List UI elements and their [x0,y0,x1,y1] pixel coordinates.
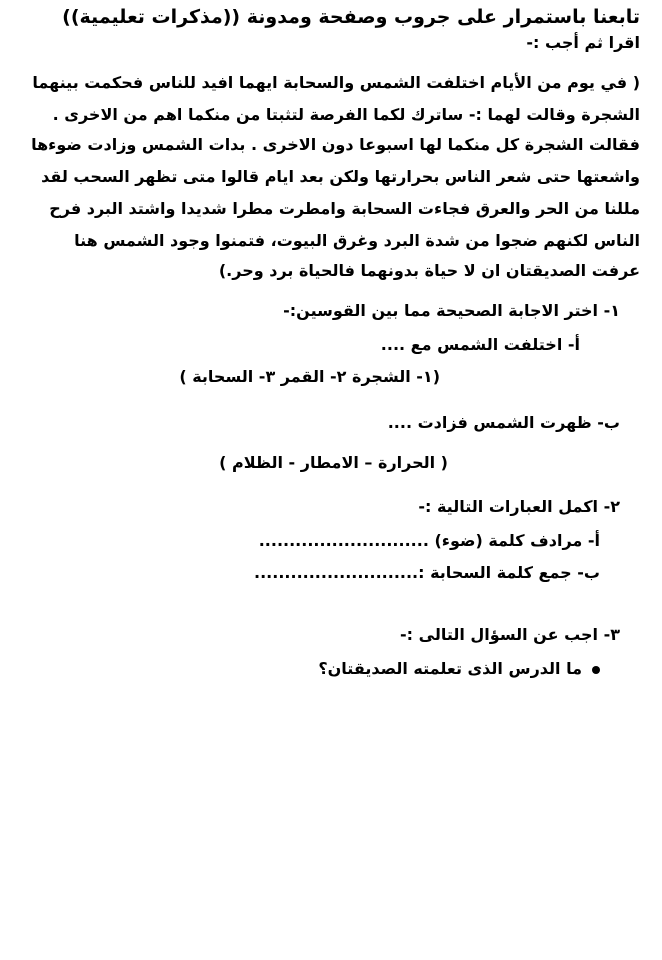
question-2a-text: أ- مرادف كلمة (ضوء) ............................ [258,531,600,550]
passage-line: واشعتها حتى شعر الناس بحرارتها ولكن بعد ايام قالوا متى تظهر السحب لقد [41,167,640,186]
bullet-icon [592,666,600,674]
question-1a-options: (١- الشجرة ٢- القمر ٣- السحابة ) [179,367,440,386]
passage-line: عرفت الصديقتان ان لا حياة بدونهما فالحياة برد وحر.) [218,261,640,280]
passage-line: مللنا من الحر والعرق فجاءت السحابة وامطرت مطرا شديدا واشتد البرد فرح [49,199,640,218]
question-1-heading: ١- اختر الاجابة الصحيحة مما بين القوسين:- [283,301,620,320]
question-3-bullet-item [318,658,600,680]
question-2b-text: ب- جمع كلمة السحابة :........................... [254,563,600,582]
passage-line: فقالت الشجرة كل منكما لها اسبوعا دون الاخرى . بدات الشمس وزادت ضوءها [31,135,640,154]
question-3-heading: ٣- اجب عن السؤال التالى :- [400,625,620,644]
passage-line: الشجرة وقالت لهما :- ساترك لكما الفرصة لتثبتا من منكما اهم من الاخرى . [52,105,640,124]
passage-line: الناس لكنهم ضجوا من شدة البرد وغرق البيوت، فتمنوا وجود الشمس هنا [74,231,640,250]
question-1b-options: ( الحرارة – الامطار - الظلام ) [219,453,448,472]
page-header-title: تابعنا باستمرار على جروب وصفحة ومدونة ((مذكرات تعليمية)) [62,6,640,28]
passage-line: ( في يوم من الأيام اختلفت الشمس والسحابة ايهما افيد للناس فحكمت بينهما [32,73,640,92]
question-1b-text: ب- ظهرت الشمس فزادت .... [387,413,620,432]
question-1a-text: أ- اختلفت الشمس مع .... [380,335,580,354]
instruction-text: اقرا ثم أجب :- [526,33,640,52]
question-2-heading: ٢- اكمل العبارات التالية :- [418,497,620,516]
question-3-bullet-text: ما الدرس الذى تعلمته الصديقتان؟ [318,659,582,678]
